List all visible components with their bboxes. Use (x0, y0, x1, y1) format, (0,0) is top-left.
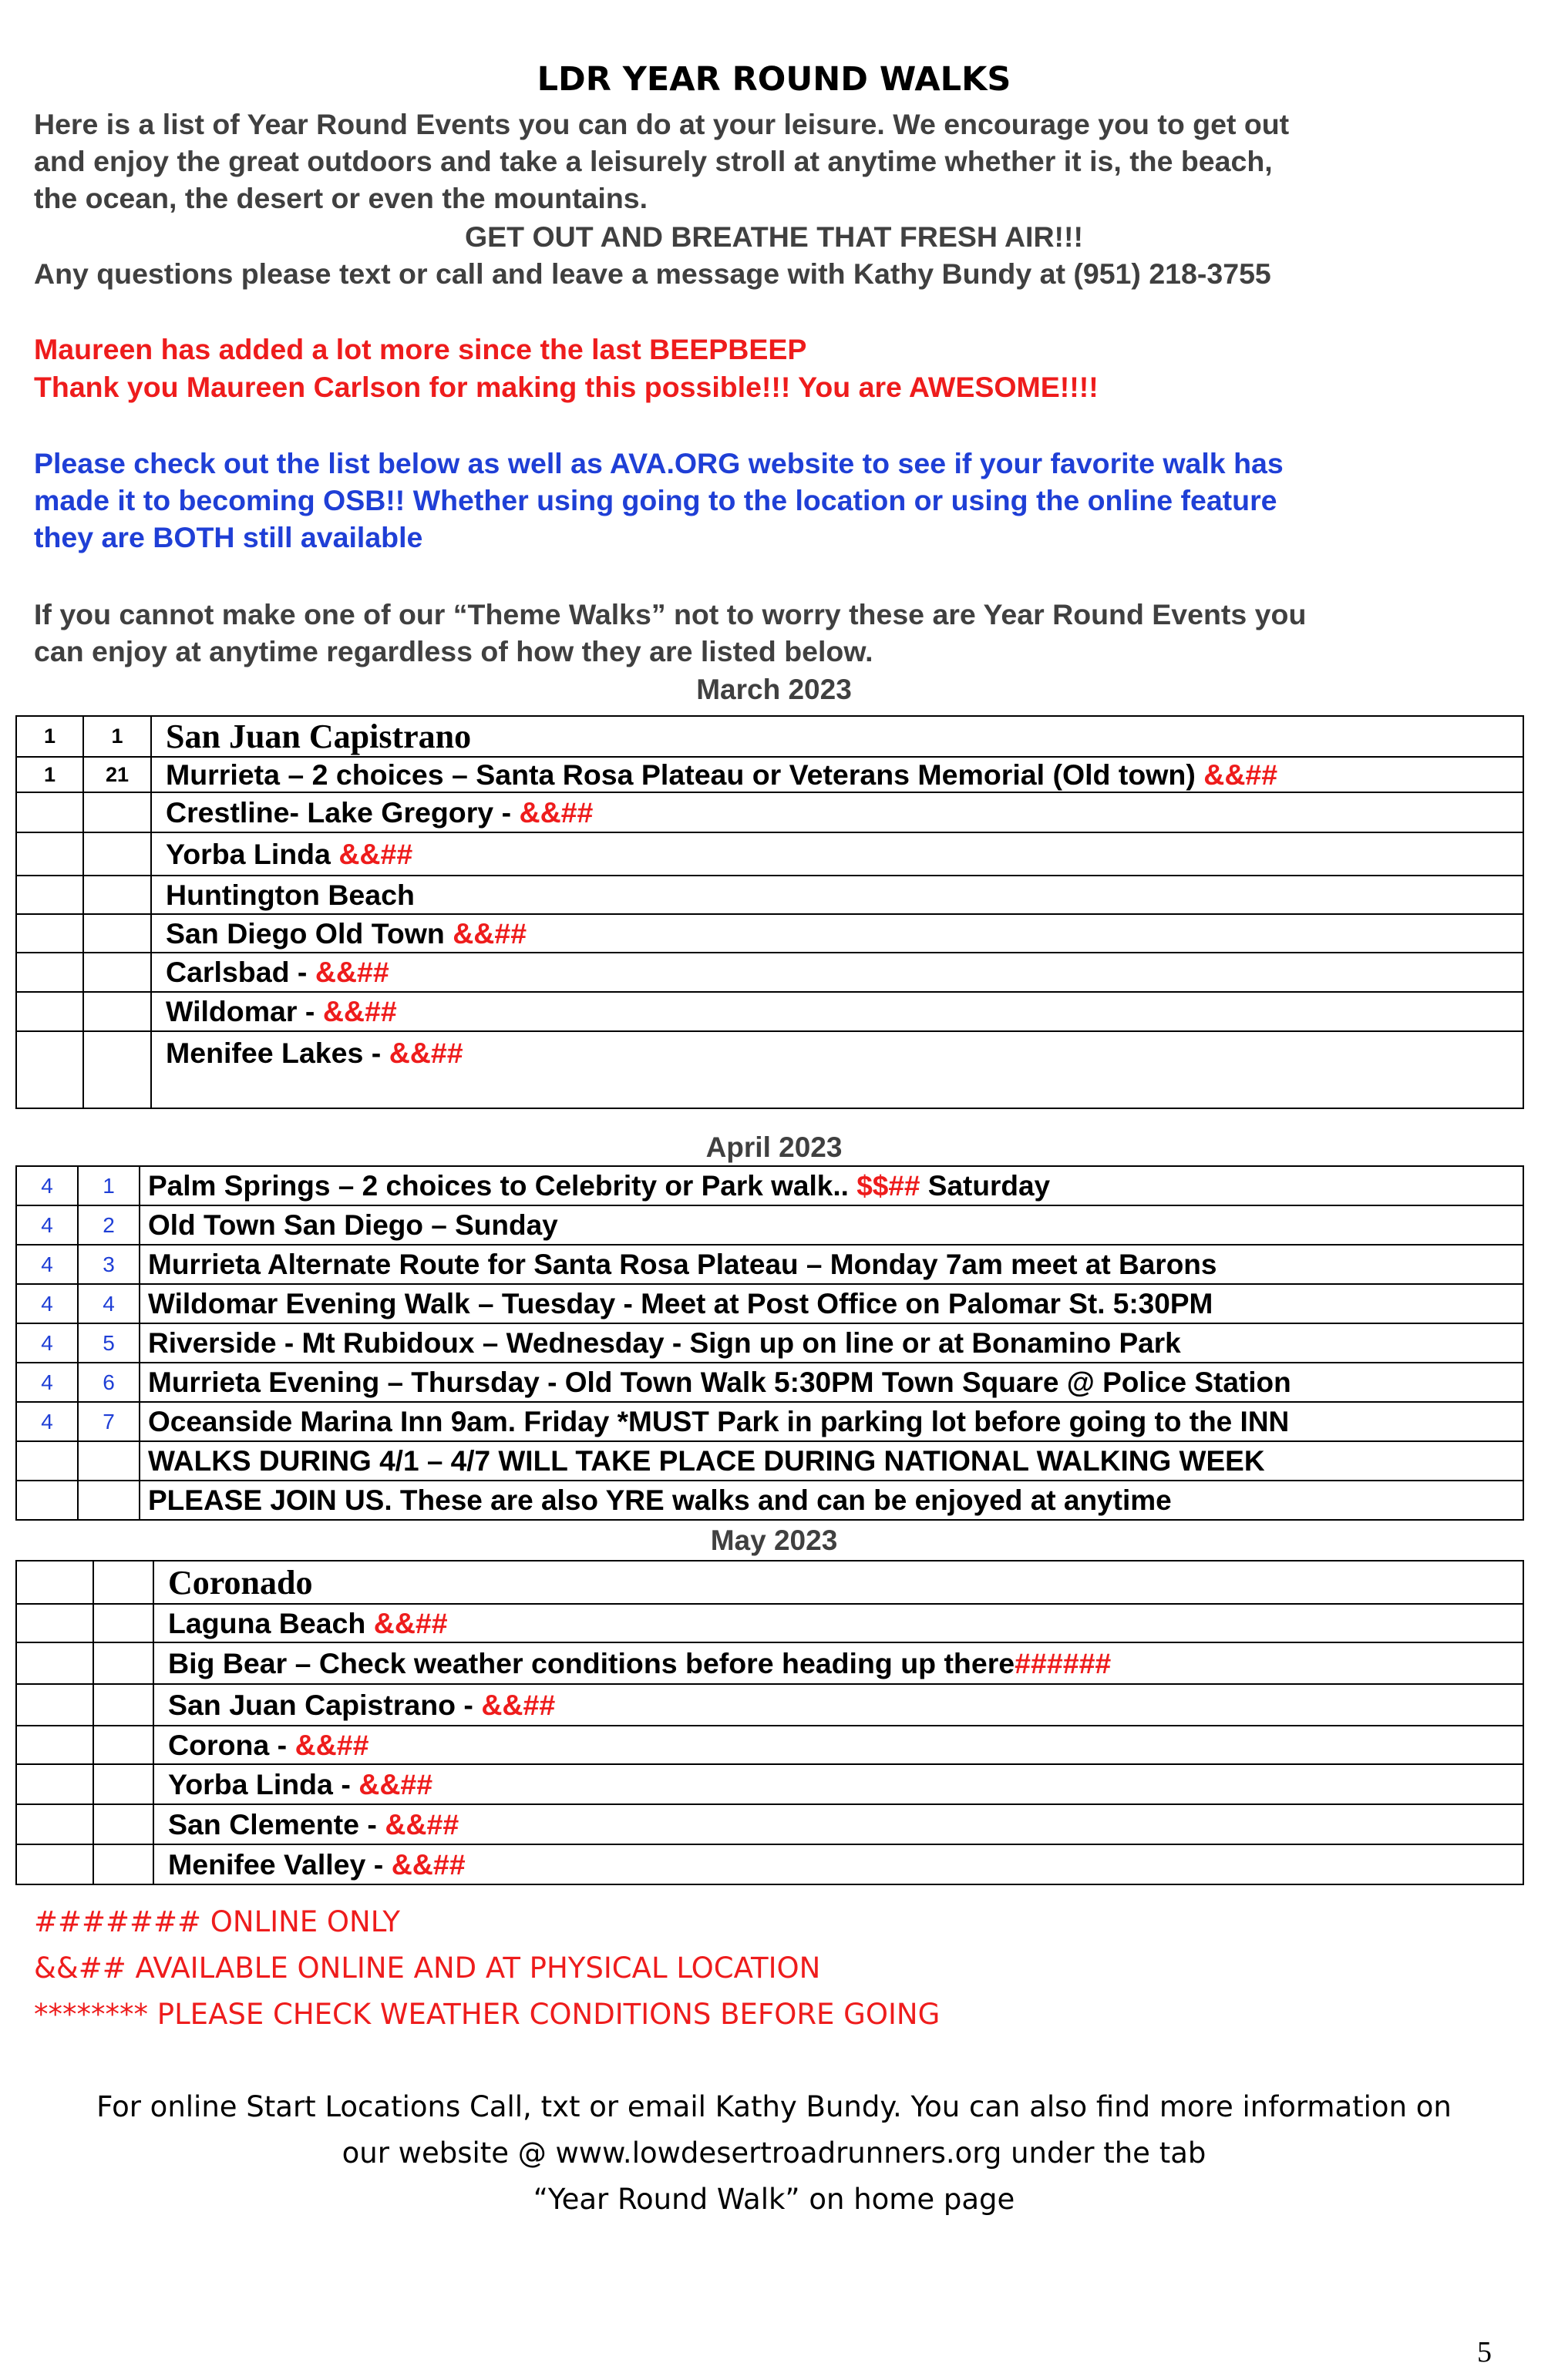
walk-name: Palm Springs – 2 choices to Celebrity or Park walk.. (148, 1169, 857, 1202)
availability-tag: &&## (315, 956, 389, 988)
table-row (16, 1561, 1523, 1604)
month-cell (16, 1684, 93, 1726)
month-cell (16, 1804, 93, 1844)
walk-name: San Juan Capistrano (166, 718, 472, 755)
walk-cell (151, 876, 1523, 914)
table-row (16, 1323, 1523, 1363)
notice-cell (140, 1441, 1523, 1481)
table-row (16, 1764, 1523, 1804)
walk-name: Carlsbad - (166, 956, 315, 988)
availability-tag: &&## (385, 1807, 459, 1840)
walk-name: Laguna Beach (168, 1606, 374, 1639)
month-cell (16, 1726, 93, 1764)
availability-tag: &&## (519, 795, 594, 829)
walk-name: Big Bear – Check weather conditions before heading up there (168, 1646, 1015, 1679)
theme-walks-note: can enjoy at anytime regardless of how they are listed below. (34, 635, 873, 667)
may-walks-table (15, 1560, 1524, 1885)
footer-website-line: our website @ www.lowdesertroadrunners.org under the tab (342, 2136, 1206, 2170)
table-row (16, 1684, 1523, 1726)
walk-cell (153, 1561, 1523, 1604)
availability-tag: &&## (358, 1767, 433, 1800)
walk-cell (153, 1684, 1523, 1726)
march-walks-table (15, 715, 1524, 1109)
walk-cell (151, 953, 1523, 992)
intro-line: the ocean, the desert or even the mountains. (34, 182, 648, 214)
walk-name: Huntington Beach (166, 878, 415, 911)
day-cell (93, 1764, 153, 1804)
month-cell: 4 (16, 1323, 78, 1363)
month-cell (16, 1764, 93, 1804)
walk-name: Murrieta – 2 choices – Santa Rosa Plateau or Veterans Memorial (Old town) (166, 758, 1204, 791)
table-row (16, 992, 1523, 1031)
walk-cell (153, 1764, 1523, 1804)
month-cell (16, 1561, 93, 1604)
day-cell: 6 (78, 1363, 140, 1402)
walk-cell (140, 1166, 1523, 1205)
walk-cell (140, 1205, 1523, 1245)
availability-tag: &&## (322, 995, 397, 1027)
table-row (16, 953, 1523, 992)
table-row (16, 1844, 1523, 1884)
day-cell: 2 (78, 1205, 140, 1245)
walk-cell (140, 1402, 1523, 1441)
walk-cell (151, 832, 1523, 876)
walk-name: San Juan Capistrano - (168, 1688, 482, 1721)
walk-cell (153, 1726, 1523, 1764)
notice-cell (140, 1481, 1523, 1520)
walk-cell (151, 792, 1523, 832)
month-cell: 4 (16, 1363, 78, 1402)
walk-cell (153, 1804, 1523, 1844)
day-cell (93, 1684, 153, 1726)
month-cell (16, 914, 83, 953)
may-heading: May 2023 (710, 1524, 838, 1556)
month-cell (16, 1844, 93, 1884)
day-cell: 5 (78, 1323, 140, 1363)
day-cell (93, 1804, 153, 1844)
table-row (16, 832, 1523, 876)
availability-tag: &&## (453, 916, 527, 950)
availability-tag: &&## (294, 1728, 369, 1761)
legend-online-and-physical: &&## AVAILABLE ONLINE AND AT PHYSICAL LOCATION (34, 1951, 821, 1985)
day-cell: 1 (83, 716, 151, 757)
month-cell (16, 992, 83, 1031)
walk-cell (140, 1245, 1523, 1284)
walk-name: Wildomar Evening Walk – Tuesday - Meet at Post Office on Palomar St. 5:30PM (148, 1287, 1213, 1319)
day-cell (83, 953, 151, 992)
walk-cell (140, 1323, 1523, 1363)
ava-note-line: made it to becoming OSB!! Whether using going to the location or using the online feature (34, 484, 1277, 516)
day-cell (78, 1481, 140, 1520)
walk-name: Murrieta Evening – Thursday - Old Town Walk 5:30PM Town Square @ Police Station (148, 1366, 1291, 1398)
availability-tag: &&## (389, 1037, 463, 1069)
march-heading: March 2023 (696, 674, 852, 705)
table-row (16, 1402, 1523, 1441)
availability-tag: &&## (391, 1847, 466, 1881)
page-number: 5 (1477, 2336, 1492, 2368)
walk-cell (153, 1844, 1523, 1884)
month-cell (16, 1604, 93, 1642)
day-cell: 7 (78, 1402, 140, 1441)
month-cell: 4 (16, 1166, 78, 1205)
table-row (16, 1804, 1523, 1844)
walk-cell (151, 992, 1523, 1031)
day-cell (93, 1561, 153, 1604)
month-cell (16, 832, 83, 876)
walk-name: Old Town San Diego – Sunday (148, 1208, 558, 1241)
walk-cell (140, 1363, 1523, 1402)
month-cell: 1 (16, 716, 83, 757)
walk-cell (153, 1604, 1523, 1642)
walking-week-notice: WALKS DURING 4/1 – 4/7 WILL TAKE PLACE DURING NATIONAL WALKING WEEK (148, 1444, 1265, 1477)
footer-line: For online Start Locations Call, txt or email Kathy Bundy. You can also find more information on (96, 2090, 1452, 2123)
footer-line: “Year Round Walk” on home page (533, 2183, 1015, 2216)
day-cell (83, 914, 151, 953)
day-cell (78, 1441, 140, 1481)
table-row (16, 914, 1523, 953)
walk-name: Murrieta Alternate Route for Santa Rosa Plateau – Monday 7am meet at Barons (148, 1248, 1217, 1280)
table-row (16, 1205, 1523, 1245)
availability-tag: ###### (1015, 1646, 1112, 1679)
page-title: LDR YEAR ROUND WALKS (537, 60, 1011, 99)
walk-day: Saturday (920, 1169, 1051, 1202)
april-walks-table (15, 1165, 1524, 1521)
walk-name: Crestline- Lake Gregory - (166, 795, 520, 829)
month-cell: 4 (16, 1205, 78, 1245)
contact-line: Any questions please text or call and leave a message with Kathy Bundy at (951) 218-3755 (34, 257, 1271, 290)
table-row (16, 1604, 1523, 1642)
table-row (16, 1245, 1523, 1284)
april-heading: April 2023 (705, 1131, 843, 1163)
availability-tag: &&## (373, 1606, 448, 1639)
fresh-air-slogan: GET OUT AND BREATHE THAT FRESH AIR!!! (464, 220, 1084, 253)
walk-name: Yorba Linda - (168, 1767, 359, 1800)
availability-tag: &&## (1203, 758, 1278, 791)
availability-tag: &&## (481, 1688, 556, 1721)
day-cell (83, 992, 151, 1031)
walk-cell (153, 1642, 1523, 1684)
month-cell (16, 792, 83, 832)
walk-name: Wildomar - (166, 995, 323, 1027)
month-cell: 4 (16, 1245, 78, 1284)
table-row (16, 716, 1523, 757)
table-row (16, 792, 1523, 832)
walk-name: Menifee Lakes - (166, 1037, 389, 1069)
theme-walks-note: If you cannot make one of our “Theme Walks” not to worry these are Year Round Events you (34, 598, 1307, 630)
day-cell (83, 876, 151, 914)
table-row (16, 1481, 1523, 1520)
table-row (16, 1642, 1523, 1684)
month-cell: 1 (16, 757, 83, 792)
legend-weather-check: ******** PLEASE CHECK WEATHER CONDITIONS BEFORE GOING (34, 1998, 941, 2031)
walk-name: Oceanside Marina Inn 9am. Friday *MUST Park in parking lot before going to the INN (148, 1405, 1290, 1437)
table-row (16, 876, 1523, 914)
month-cell (16, 1031, 83, 1108)
day-cell (93, 1642, 153, 1684)
intro-line: and enjoy the great outdoors and take a leisurely stroll at anytime whether it is, the beach, (34, 145, 1273, 177)
availability-tag: $$## (856, 1169, 920, 1202)
intro-line: Here is a list of Year Round Events you can do at your leisure. We encourage you to get out (34, 108, 1290, 140)
ava-note-line: Please check out the list below as well as AVA.ORG website to see if your favorite walk has (34, 447, 1284, 479)
maureen-note: Maureen has added a lot more since the last BEEPBEEP (34, 333, 807, 365)
walk-name: San Diego Old Town (166, 916, 453, 950)
table-row (16, 1284, 1523, 1323)
walk-name: Menifee Valley - (168, 1847, 392, 1881)
table-row (16, 1031, 1523, 1108)
day-cell (93, 1726, 153, 1764)
day-cell: 1 (78, 1166, 140, 1205)
day-cell (83, 832, 151, 876)
day-cell (93, 1604, 153, 1642)
walk-name: Riverside - Mt Rubidoux – Wednesday - Sign up on line or at Bonamino Park (148, 1326, 1181, 1359)
walk-name: San Clemente - (168, 1807, 385, 1840)
table-row (16, 1363, 1523, 1402)
table-row (16, 1166, 1523, 1205)
walk-cell (151, 914, 1523, 953)
month-cell: 4 (16, 1402, 78, 1441)
month-cell (16, 1642, 93, 1684)
ava-note-line: they are BOTH still available (34, 521, 423, 553)
walk-cell (140, 1284, 1523, 1323)
walk-name: Coronado (168, 1563, 313, 1602)
day-cell (83, 792, 151, 832)
month-cell (16, 876, 83, 914)
day-cell (83, 1031, 151, 1108)
table-row (16, 1441, 1523, 1481)
month-cell: 4 (16, 1284, 78, 1323)
legend-online-only: ####### ONLINE ONLY (34, 1905, 401, 1938)
table-row (16, 757, 1523, 792)
month-cell (16, 1441, 78, 1481)
walk-cell (151, 757, 1523, 792)
day-cell: 4 (78, 1284, 140, 1323)
day-cell: 21 (83, 757, 151, 792)
maureen-thanks: Thank you Maureen Carlson for making this possible!!! You are AWESOME!!!! (34, 371, 1099, 403)
availability-tag: &&## (338, 837, 413, 870)
day-cell (93, 1844, 153, 1884)
day-cell: 3 (78, 1245, 140, 1284)
walk-cell (151, 716, 1523, 757)
walk-name: Yorba Linda (166, 837, 339, 870)
month-cell (16, 953, 83, 992)
walk-cell (151, 1031, 1523, 1108)
walking-week-notice: PLEASE JOIN US. These are also YRE walks and can be enjoyed at anytime (148, 1484, 1172, 1516)
month-cell (16, 1481, 78, 1520)
walk-name: Corona - (168, 1728, 295, 1761)
table-row (16, 1726, 1523, 1764)
